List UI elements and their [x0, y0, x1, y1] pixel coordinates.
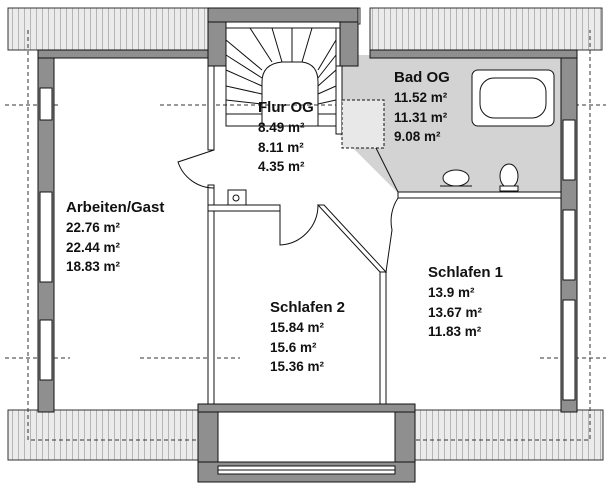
room-label-bad-og: [394, 70, 450, 150]
room-area-living: 4.35 m²: [258, 159, 305, 174]
room-label-schlafen-2: [270, 300, 345, 380]
roof-tiles-bottom-left: [8, 410, 198, 460]
room-area-living: 18.83 m²: [66, 259, 121, 274]
room-label-flur-og: [258, 100, 314, 180]
roof-tiles-top-right: [370, 8, 602, 50]
door-schlafen2: [280, 205, 318, 245]
roof-tiles-bottom-right: [413, 410, 603, 460]
room-name: Schlafen 1: [428, 264, 504, 281]
shower: [342, 100, 384, 148]
utility-shaft: [228, 190, 246, 205]
door-schlafen1: [386, 198, 398, 272]
room-name: Schlafen 2: [270, 299, 346, 316]
room-name: Bad OG: [394, 69, 450, 86]
room-area-living: 11.83 m²: [428, 324, 482, 339]
room-area-gross: 15.84 m²: [270, 320, 325, 335]
room-area-living: 15.36 m²: [270, 359, 325, 374]
room-name: Arbeiten/Gast: [66, 199, 165, 216]
room-area-gross: 11.52 m²: [394, 90, 448, 105]
bottom-dormer: [198, 412, 415, 482]
room-area-living: 9.08 m²: [394, 129, 441, 144]
washbasin: [443, 170, 469, 186]
room-area-gross: 22.76 m²: [66, 220, 121, 235]
toilet: [500, 164, 518, 188]
room-area-net: 13.67 m²: [428, 304, 483, 320]
room-name: Flur OG: [258, 99, 314, 116]
room-label-arbeiten-gast: [66, 200, 164, 280]
room-area-net: 22.44 m²: [66, 239, 121, 255]
roof-tiles-top-left: [8, 8, 208, 50]
room-area-gross: 8.49 m²: [258, 120, 305, 135]
room-label-schlafen-1: [428, 265, 503, 345]
room-area-net: 11.31 m²: [394, 109, 448, 125]
door-arbeiten: [178, 150, 214, 188]
room-area-net: 8.11 m²: [258, 139, 304, 155]
room-area-net: 15.6 m²: [270, 339, 317, 355]
room-area-gross: 13.9 m²: [428, 285, 475, 300]
